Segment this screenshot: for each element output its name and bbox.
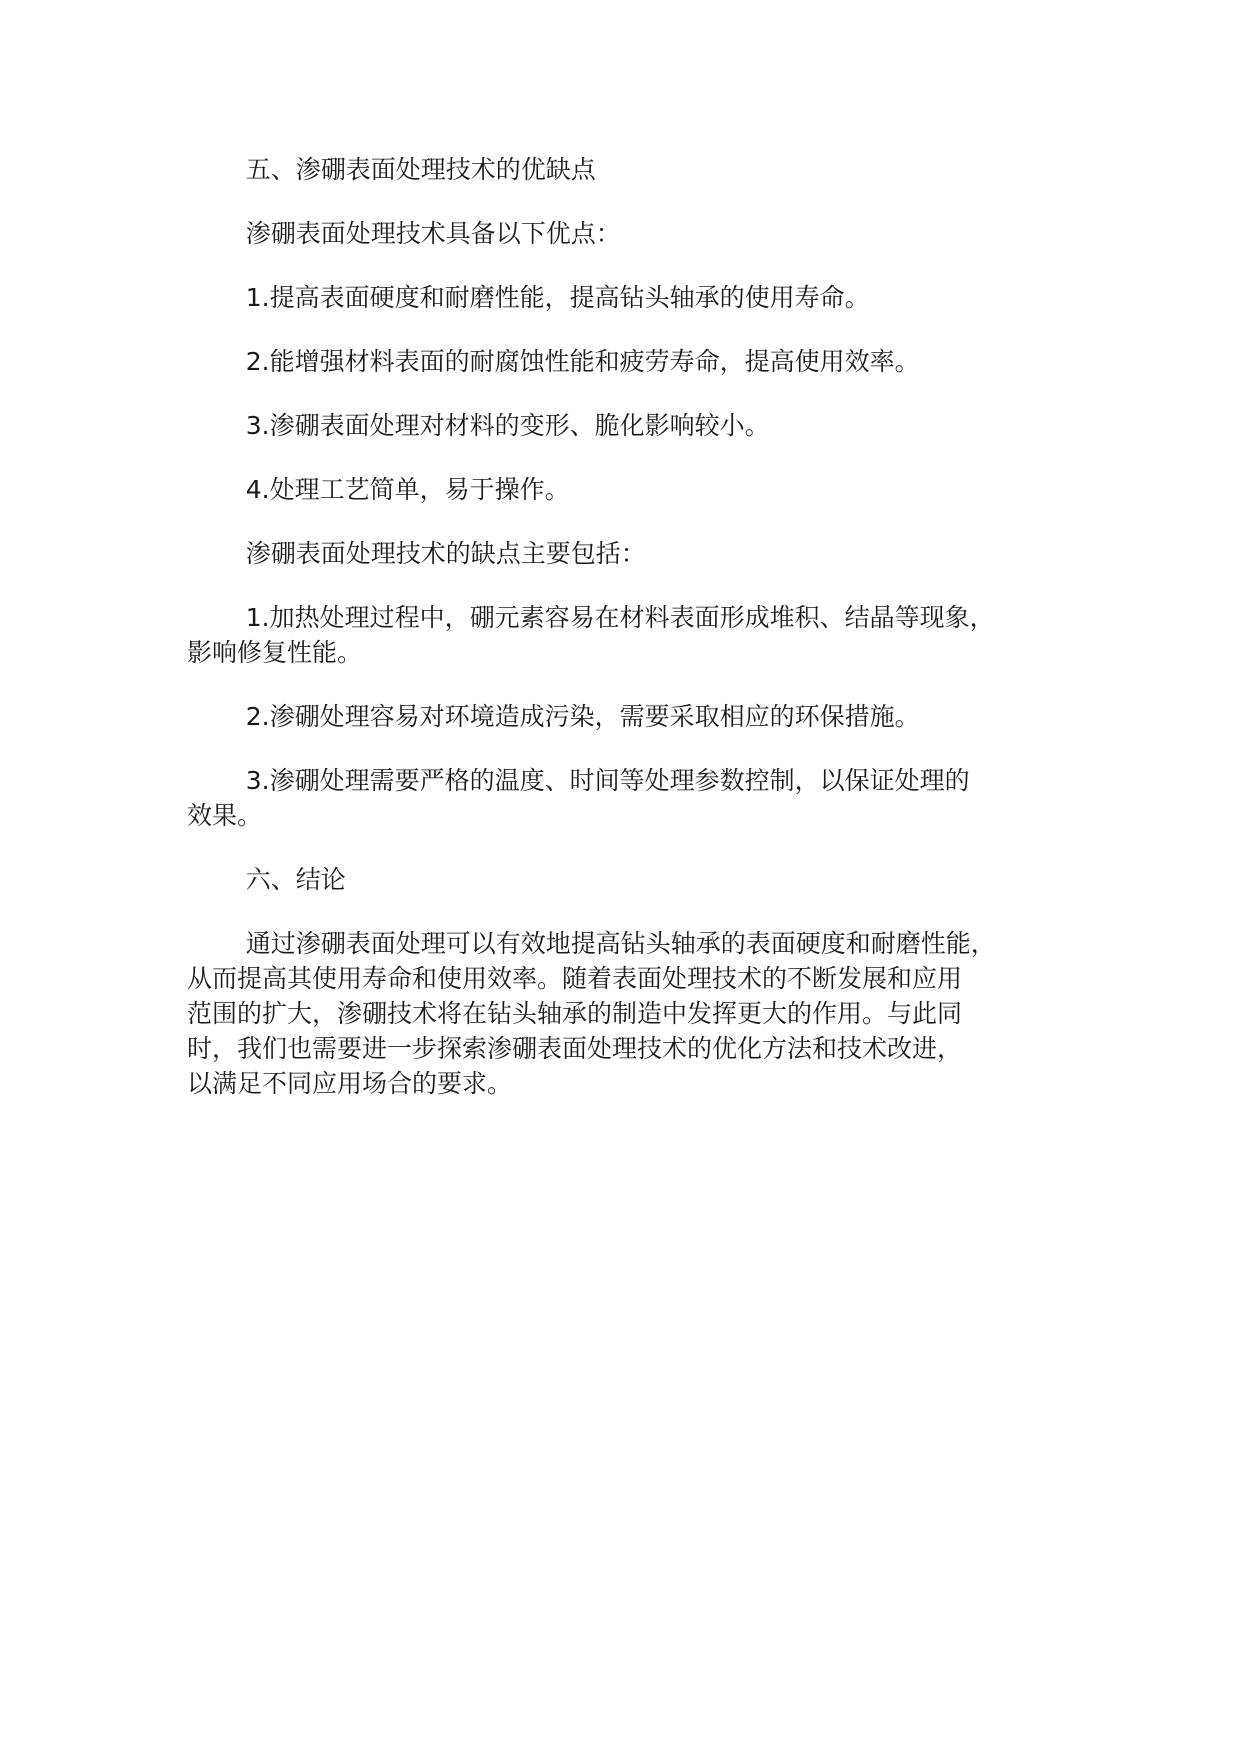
- con-item-1: 1.加热处理过程中，硼元素容易在材料表面形成堆积、结晶等现象， 影响修复性能。: [187, 603, 995, 667]
- pro-item-1: 1.提高表面硬度和耐磨性能，提高钻头轴承的使用寿命。: [245, 283, 870, 312]
- section-six-heading: 六、结论: [245, 865, 346, 894]
- section-five-heading: 五、渗硼表面处理技术的优缺点: [245, 155, 596, 184]
- pro-item-4: 4.处理工艺简单，易于操作。: [245, 475, 570, 504]
- con-item-3: 3.渗硼处理需要严格的温度、时间等处理参数控制，以保证处理的 效果。: [187, 766, 970, 830]
- cons-intro: 渗硼表面处理技术的缺点主要包括：: [245, 539, 646, 568]
- pro-item-2: 2.能增强材料表面的耐腐蚀性能和疲劳寿命，提高使用效率。: [245, 347, 920, 376]
- con-item-2: 2.渗硼处理容易对环境造成污染，需要采取相应的环保措施。: [245, 702, 920, 731]
- pro-item-3: 3.渗硼表面处理对材料的变形、脆化影响较小。: [245, 411, 770, 440]
- document-body: [187, 152, 1087, 1130]
- conclusion-paragraph: 通过渗硼表面处理可以有效地提高钻头轴承的表面硬度和耐磨性能， 从而提高其使用寿命和使用效率。随着表面处理技术的不断发展和应用 范围的扩大，渗硼技术将在钻头轴承的制造中发挥更大的作用。与此同 时，我们也需要进一步探索渗硼表面处理技术的优化方法和技术改进， 以满足不同应用场合的要求。: [187, 929, 996, 1098]
- pros-intro: 渗硼表面处理技术具备以下优点：: [245, 219, 621, 248]
